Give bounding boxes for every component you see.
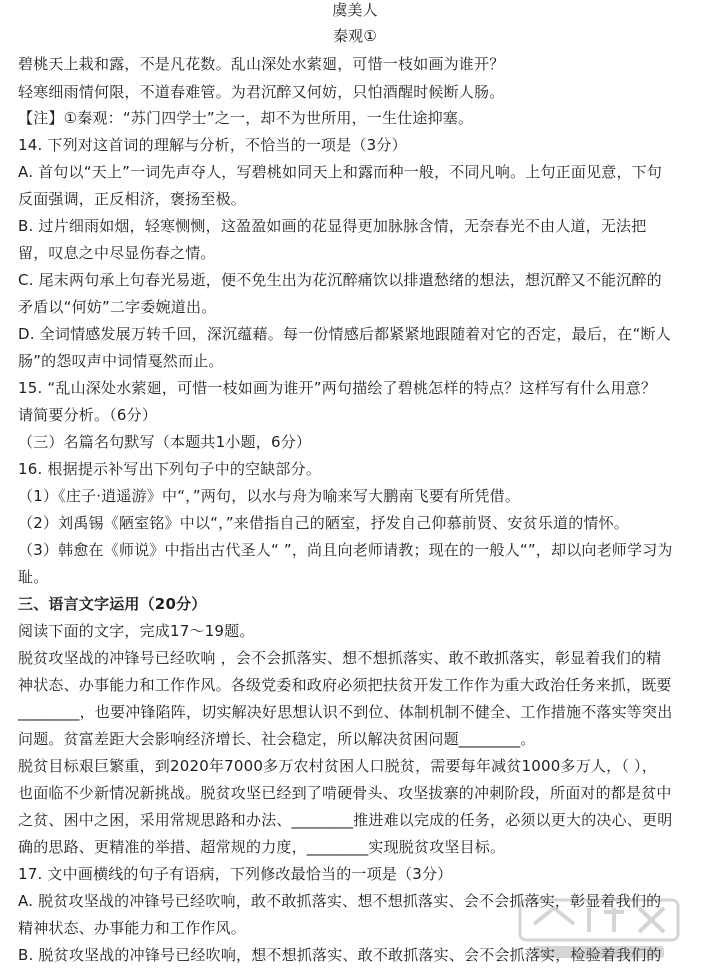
passage-p2-line-1: 脱贫目标艰巨繁重，到2020年7000多万农村贫困人口脱贫，需要每年减贫1000多万人，（ ）， bbox=[18, 757, 657, 775]
question-16-3-line-1: （3）韩愈在《师说》中指出古代圣人“ ”，尚且向老师请教；现在的一般人“”，却以向老师学习为 bbox=[18, 541, 673, 559]
option-14b-line-1: B. 过片细雨如烟，轻寒恻恻，这盈盈如画的花显得更加脉脉含情，无奈春光不由人道，无法把 bbox=[18, 217, 647, 235]
option-14d-line-2: 肠”的怨叹声中词情戛然而止。 bbox=[18, 352, 224, 370]
question-15-line-2: 请简要分析。（6分） bbox=[18, 406, 158, 424]
poem-note: 【注】①秦观：“苏门四学士”之一，却不为世所用，一生仕途抑塞。 bbox=[18, 109, 474, 127]
question-16-2: （2）刘禹锡《陋室铭》中以“，”来借指自己的陋室，抒发自己仰慕前贤、安贫乐道的情怀。 bbox=[18, 514, 629, 532]
option-17a-line-1: A. 脱贫攻坚战的冲锋号已经吹响，敢不敢抓落实、想不想抓落实、会不会抓落实，彰显着我们的 bbox=[18, 892, 662, 910]
poem-line-1: 碧桃天上栽和露，不是凡花数。乱山深处水萦廻，可惜一枝如画为谁开？ bbox=[18, 55, 505, 73]
poem-line-2: 轻寒细雨情何限，不道春难管。为君沉醉又何妨，只怕酒醒时候断人肠。 bbox=[18, 83, 505, 101]
passage-p1-line-4: 问题。贫富差距大会影响经济增长、社会稳定，所以解决贫困问题________。 bbox=[18, 730, 536, 748]
section-3-heading: （三）名篇名句默写（本题共1小题，6分） bbox=[18, 433, 312, 451]
poem-author: 秦观① bbox=[332, 27, 378, 45]
question-15-line-1: 15. “乱山深处水萦廻，可惜一枝如画为谁开”两句描绘了碧桃怎样的特点？这样写有什么用意？ bbox=[18, 379, 657, 397]
question-14: 14. 下列对这首词的理解与分析，不恰当的一项是（3分） bbox=[18, 136, 407, 154]
question-17: 17. 文中画横线的句子有语病，下列修改最恰当的一项是（3分） bbox=[18, 865, 453, 883]
question-16: 16. 根据提示补写出下列句子中的空缺部分。 bbox=[18, 460, 322, 478]
option-14c-line-1: C. 尾末两句承上句春光易逝，便不免生出为花沉醉痛饮以排遣愁绪的想法，想沉醉又不能沉醉的 bbox=[18, 271, 662, 289]
reading-instruction: 阅读下面的文字，完成17～19题。 bbox=[18, 622, 255, 640]
passage-p1-line-2: 神状态、办事能力和工作作风。各级党委和政府必须把扶贫开发工作作为重大政治任务来抓，既要 bbox=[18, 676, 672, 694]
part-3-heading: 三、语言文字运用（20分） bbox=[18, 595, 207, 613]
option-14a-line-2: 反面强调，正反相济，褒扬至极。 bbox=[18, 190, 247, 208]
option-17b-line-1: B. 脱贫攻坚战的冲锋号已经吹响，想不想抓落实、敢不敢抓落实、会不会抓落实，检验着我们的 bbox=[18, 946, 662, 964]
option-14c-line-2: 矛盾以“何妨”二字委婉道出。 bbox=[18, 298, 217, 316]
passage-p2-line-2: 也面临不少新情况新挑战。脱贫攻坚已经到了啃硬骨头、攻坚拔寨的冲刺阶段，所面对的都是贫中 bbox=[18, 784, 672, 802]
option-14b-line-2: 留，叹息之中尽显伤春之情。 bbox=[18, 244, 216, 262]
option-14d-line-1: D. 全词情感发展万转千回，深沉蕴藉。每一份情感后都紧紧地跟随着对它的否定，最后，在“断人 bbox=[18, 325, 671, 343]
question-16-1: （1）《庄子·逍遥游》中“，”两句，以水与舟为喻来写大鹏南飞要有所凭借。 bbox=[18, 487, 521, 505]
poem-title: 虞美人 bbox=[332, 1, 378, 19]
passage-p2-line-3: 之贫、困中之困，采用常规思路和办法、________推进难以完成的任务，必须以更大的决心、更明 bbox=[18, 811, 673, 829]
option-17a-line-2: 精神状态、办事能力和工作作风。 bbox=[18, 919, 247, 937]
question-16-3-line-2: 耻。 bbox=[18, 568, 49, 586]
option-14a-line-1: A. 首句以“天上”一词先声夺人，写碧桃如同天上和露而种一般，不同凡响。上句正面见意，下句 bbox=[18, 163, 663, 181]
passage-p1-line-1: 脱贫攻坚战的冲锋号已经吹响 ，会不会抓落实、想不想抓落实、敢不敢抓落实，彰显着我们的精 bbox=[18, 649, 662, 667]
watermark-logo bbox=[514, 894, 684, 964]
passage-p1-line-3: ________，也要冲锋陷阵，切实解决好思想认识不到位、体制机制不健全、工作措施不落实等突出 bbox=[18, 703, 673, 721]
passage-p2-line-4: 确的思路、更精准的举措、超常规的力度，________实现脱贫攻坚目标。 bbox=[18, 838, 506, 856]
